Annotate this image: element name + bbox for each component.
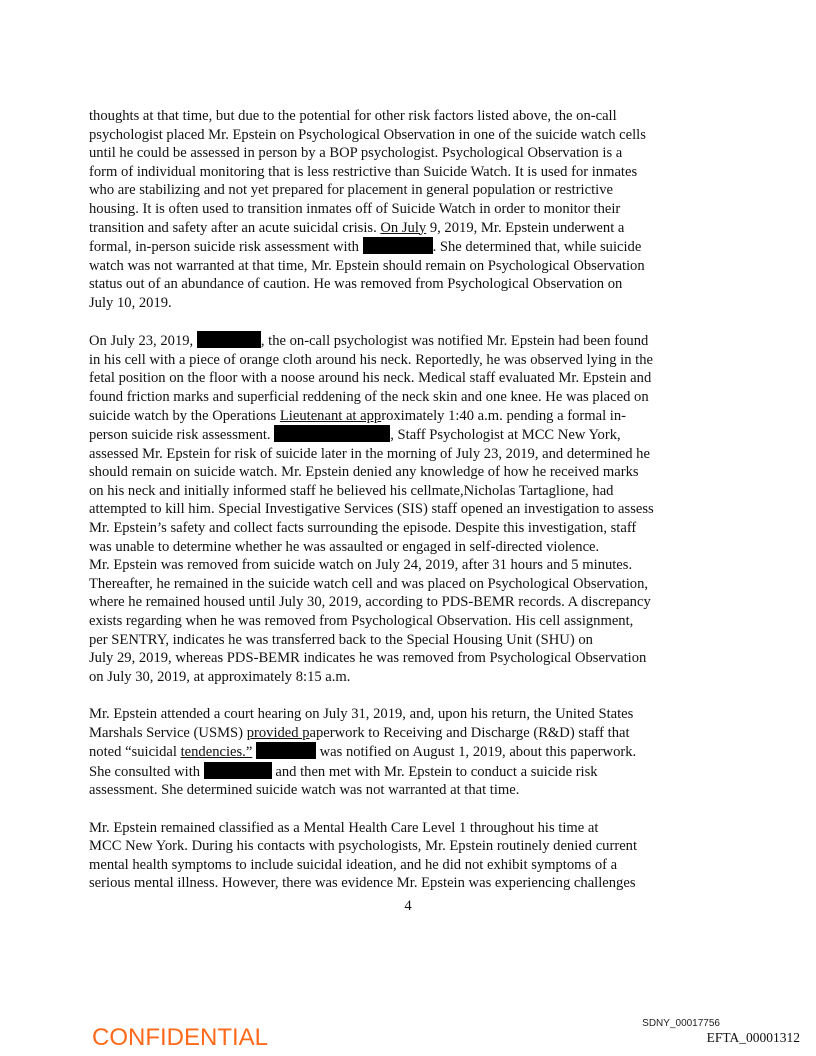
text-segment: noted “suicidal (89, 744, 181, 761)
text-line (89, 519, 739, 538)
text-line (89, 742, 739, 762)
text-line (89, 144, 739, 163)
text-line (89, 856, 739, 875)
text-line (89, 649, 739, 668)
text-line (89, 575, 739, 594)
text-segment: psychologist placed Mr. Epstein on Psychological Observation in one of the suicide watch cells (89, 126, 646, 143)
text-line (89, 181, 739, 200)
text-segment: July 10, 2019. (89, 294, 172, 311)
text-segment: MCC New York. During his contacts with psychologists, Mr. Epstein routinely denied current (89, 838, 638, 855)
text-segment: , the on-call psychologist was notified Mr. Epstein had been found (260, 333, 649, 350)
text-line (89, 500, 739, 519)
text-segment: on his neck and initially informed staff he believed his cellmate,Nicholas Tartaglione, had (89, 482, 614, 499)
text-line (89, 275, 739, 294)
page-number: 4 (404, 898, 412, 914)
underlined-text: provided p (246, 724, 310, 741)
text-segment: transition and safety after an acute suicidal crisis. (89, 219, 381, 236)
text-segment: was unable to determine whether he was assaulted or engaged in self-directed violence. (89, 538, 600, 555)
text-line (89, 668, 739, 687)
text-segment: On July 23, 2019, (89, 333, 197, 350)
text-segment: status out of an abundance of caution. He was removed from Psychological Observation on (89, 276, 623, 293)
text-line (89, 762, 739, 782)
text-line (89, 463, 739, 482)
text-segment: 9, 2019, Mr. Epstein underwent a (426, 219, 625, 236)
redaction-box (363, 237, 433, 254)
text-line (89, 705, 739, 724)
text-line (89, 612, 739, 631)
text-segment: Mr. Epstein’s safety and collect facts surrounding the episode. Despite this investigation, staff (89, 520, 637, 537)
text-segment: Mr. Epstein was removed from suicide watch on July 24, 2019, after 31 hours and 5 minutes. (89, 557, 633, 574)
text-segment: who are stabilizing and not yet prepared for placement in general population or restrictive (89, 182, 613, 199)
text-line (89, 407, 739, 426)
text-line (89, 331, 739, 351)
text-segment: found friction marks and superficial reddening of the neck skin and one knee. He was placed on (89, 388, 649, 405)
text-line (89, 257, 739, 276)
text-segment: on July 30, 2019, at approximately 8:15 a.m. (89, 668, 351, 685)
underlined-text: Lieutenant at app (279, 407, 382, 424)
text-segment: was notified on August 1, 2019, about this paperwork. (315, 744, 637, 761)
text-segment: formal, in-person suicide risk assessment with (89, 239, 363, 256)
text-segment: suicide watch by the Operations (89, 407, 280, 424)
text-line (89, 107, 739, 126)
redaction-box (197, 331, 261, 348)
text-segment: assessed Mr. Epstein for risk of suicide later in the morning of July 23, 2019, and determined he (89, 445, 650, 462)
redaction-box (256, 742, 316, 759)
paragraph-p3 (89, 705, 739, 800)
document-body (89, 107, 739, 912)
text-segment: should remain on suicide watch. Mr. Epstein denied any knowledge of how he received marks (89, 464, 639, 481)
text-segment: fetal position on the floor with a noose around his neck. Medical staff evaluated Mr. Epstein and (89, 370, 652, 387)
redaction-box (204, 762, 272, 779)
text-line (89, 219, 739, 238)
text-segment: Mr. Epstein remained classified as a Mental Health Care Level 1 throughout his time at (89, 819, 599, 836)
text-segment: housing. It is often used to transition inmates off of Suicide Watch in order to monitor their (89, 200, 621, 217)
redaction-box (274, 425, 390, 442)
text-segment: serious mental illness. However, there was evidence Mr. Epstein was experiencing challenges (89, 875, 636, 892)
text-line (89, 200, 739, 219)
text-segment: until he could be assessed in person by a BOP psychologist. Psychological Observation is a (89, 145, 623, 162)
text-segment: Thereafter, he remained in the suicide watch cell and was placed on Psychological Observation, (89, 575, 649, 592)
text-line (89, 237, 739, 257)
text-segment: assessment. She determined suicide watch was not warranted at that time. (89, 782, 520, 799)
text-line (89, 631, 739, 650)
text-segment: Marshals Service (USMS) (89, 724, 247, 741)
text-segment: attempted to kill him. Special Investigative Services (SIS) staff opened an investigation to assess (89, 501, 654, 518)
text-segment: roximately 1:40 a.m. pending a formal in- (381, 407, 626, 424)
underlined-text: tendencies.” (180, 744, 253, 761)
text-line (89, 874, 739, 893)
text-line (89, 556, 739, 575)
text-line (89, 425, 739, 445)
text-line (89, 781, 739, 800)
text-line (89, 445, 739, 464)
text-line (89, 126, 739, 145)
text-line (89, 837, 739, 856)
text-segment: . She determined that, while suicide (432, 239, 642, 256)
text-segment: aperwork to Receiving and Discharge (R&D) staff that (309, 724, 630, 741)
bates-number-efta: EFTA_00001312 (706, 1030, 800, 1045)
text-line (89, 819, 739, 838)
text-segment: exists regarding when he was removed from Psychological Observation. His cell assignment, (89, 613, 634, 630)
text-segment: Mr. Epstein attended a court hearing on July 31, 2019, and, upon his return, the United States (89, 706, 634, 722)
text-segment: thoughts at that time, but due to the potential for other risk factors listed above, the on-call (89, 108, 617, 124)
text-segment: and then met with Mr. Epstein to conduct a suicide risk (271, 763, 598, 780)
confidential-stamp: CONFIDENTIAL (92, 1024, 269, 1051)
text-line (89, 482, 739, 501)
text-line (89, 724, 739, 743)
text-segment: per SENTRY, indicates he was transferred back to the Special Housing Unit (SHU) on (89, 631, 593, 648)
text-segment: watch was not warranted at that time, Mr. Epstein should remain on Psychological Observation (89, 257, 645, 274)
text-line (89, 593, 739, 612)
text-segment: July 29, 2019, whereas PDS-BEMR indicates he was removed from Psychological Observation (89, 650, 647, 667)
text-line (89, 294, 739, 313)
text-line (89, 351, 739, 370)
underlined-text: On July (380, 219, 427, 236)
text-line (89, 388, 739, 407)
text-segment: person suicide risk assessment. (89, 427, 275, 444)
text-line (89, 163, 739, 182)
text-line (89, 369, 739, 388)
text-line (89, 538, 739, 557)
text-segment: form of individual monitoring that is less restrictive than Suicide Watch. It is used for inmates (89, 163, 638, 180)
text-segment: where he remained housed until July 30, 2019, according to PDS-BEMR records. A discrepancy (89, 594, 651, 611)
text-segment: mental health symptoms to include suicidal ideation, and he did not exhibit symptoms of a (89, 856, 618, 873)
paragraph-p2 (89, 331, 739, 686)
text-segment: in his cell with a piece of orange cloth around his neck. Reportedly, he was observed lying in the (89, 351, 653, 368)
paragraph-p4 (89, 819, 739, 893)
bates-number-sdny: SDNY_00017756 (642, 1018, 720, 1029)
text-segment: , Staff Psychologist at MCC New York, (390, 427, 621, 444)
text-segment: She consulted with (89, 763, 204, 780)
paragraph-p1 (89, 107, 739, 313)
